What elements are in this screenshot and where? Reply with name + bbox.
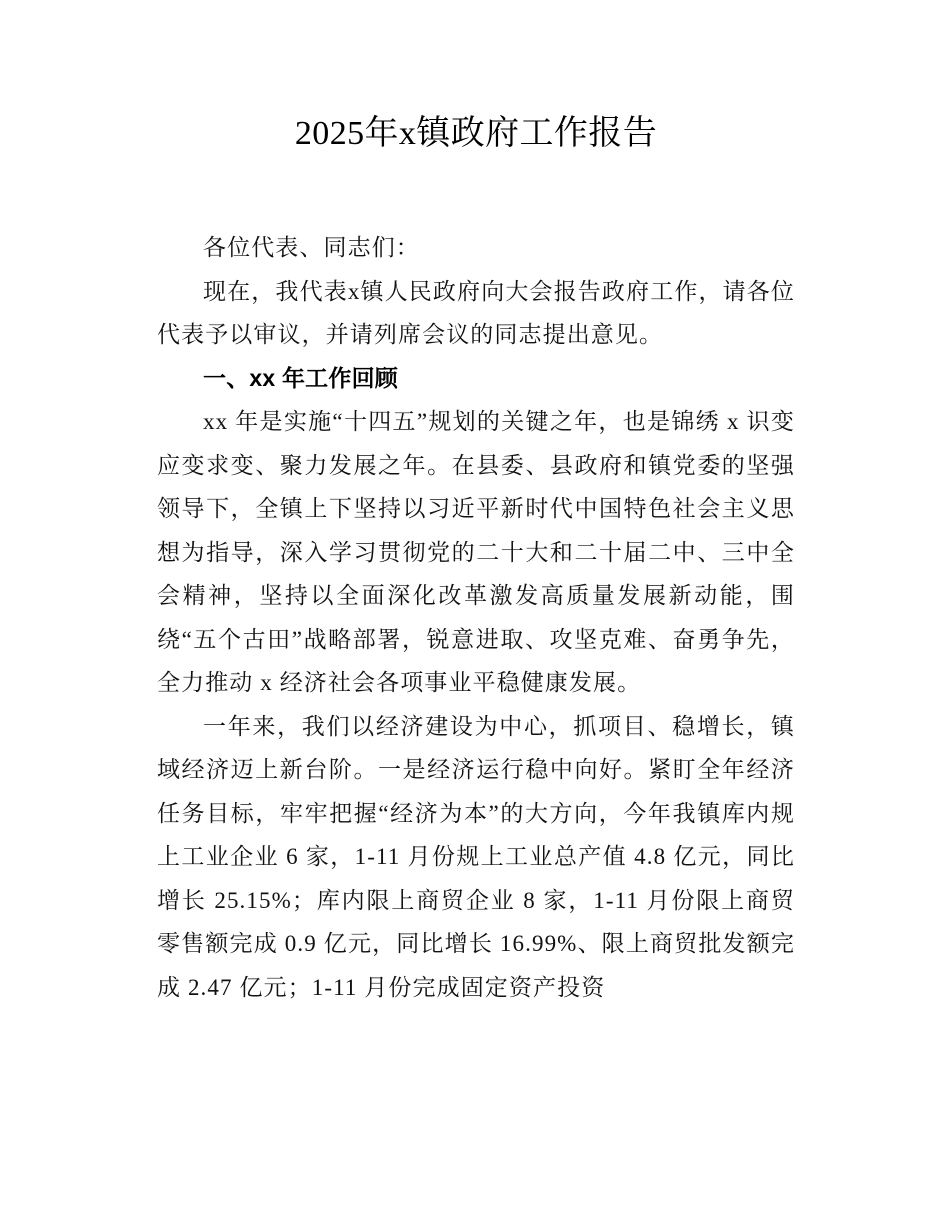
section-heading-1: 一、xx 年工作回顾 bbox=[203, 364, 398, 391]
section-1-paragraph-1: xx 年是实施“十四五”规划的关键之年，也是锦绣 x 识变应变求变、聚力发展之年。在县委、县政府和镇党委的坚强领导下，全镇上下坚持以习近平新时代中国特色社会主义思想为指导，深入学习贯彻党的二十大和二十届二中、三中全会精神，坚持以全面深化改革激发高质量发展新动能，围绕“五个古田”战略部署，锐意进取、攻坚克难、奋勇争先，全力推动 x 经济社会各项事业平稳健康发展。 bbox=[157, 409, 795, 695]
title-spacer bbox=[157, 156, 795, 226]
intro-paragraph: 现在，我代表x镇人民政府向大会报告政府工作，请各位代表予以审议，并请列席会议的同志提出意见。 bbox=[157, 278, 795, 347]
section-1-paragraph-2: 一年来，我们以经济建设为中心，抓项目、稳增长，镇域经济迈上新台阶。一是经济运行稳中向好。紧盯全年经济任务目标，牢牢把握“经济为本”的大方向，今年我镇库内规上工业企业 6 家，1-11 月份规上工业总产值 4.8 亿元，同比增长 25.15%；库内限上商贸企业 8 家，1-11 月份限上商贸零售额完成 0.9 亿元，同比增长 16.99%、限上商贸批发额完成 2.47 亿元；1-11 月份完成固定资产投资 bbox=[157, 713, 795, 1000]
page-title: 2025年x镇政府工作报告 bbox=[294, 115, 658, 152]
document-body bbox=[157, 0, 795, 1009]
salutation-paragraph: 各位代表、同志们： bbox=[203, 235, 420, 260]
